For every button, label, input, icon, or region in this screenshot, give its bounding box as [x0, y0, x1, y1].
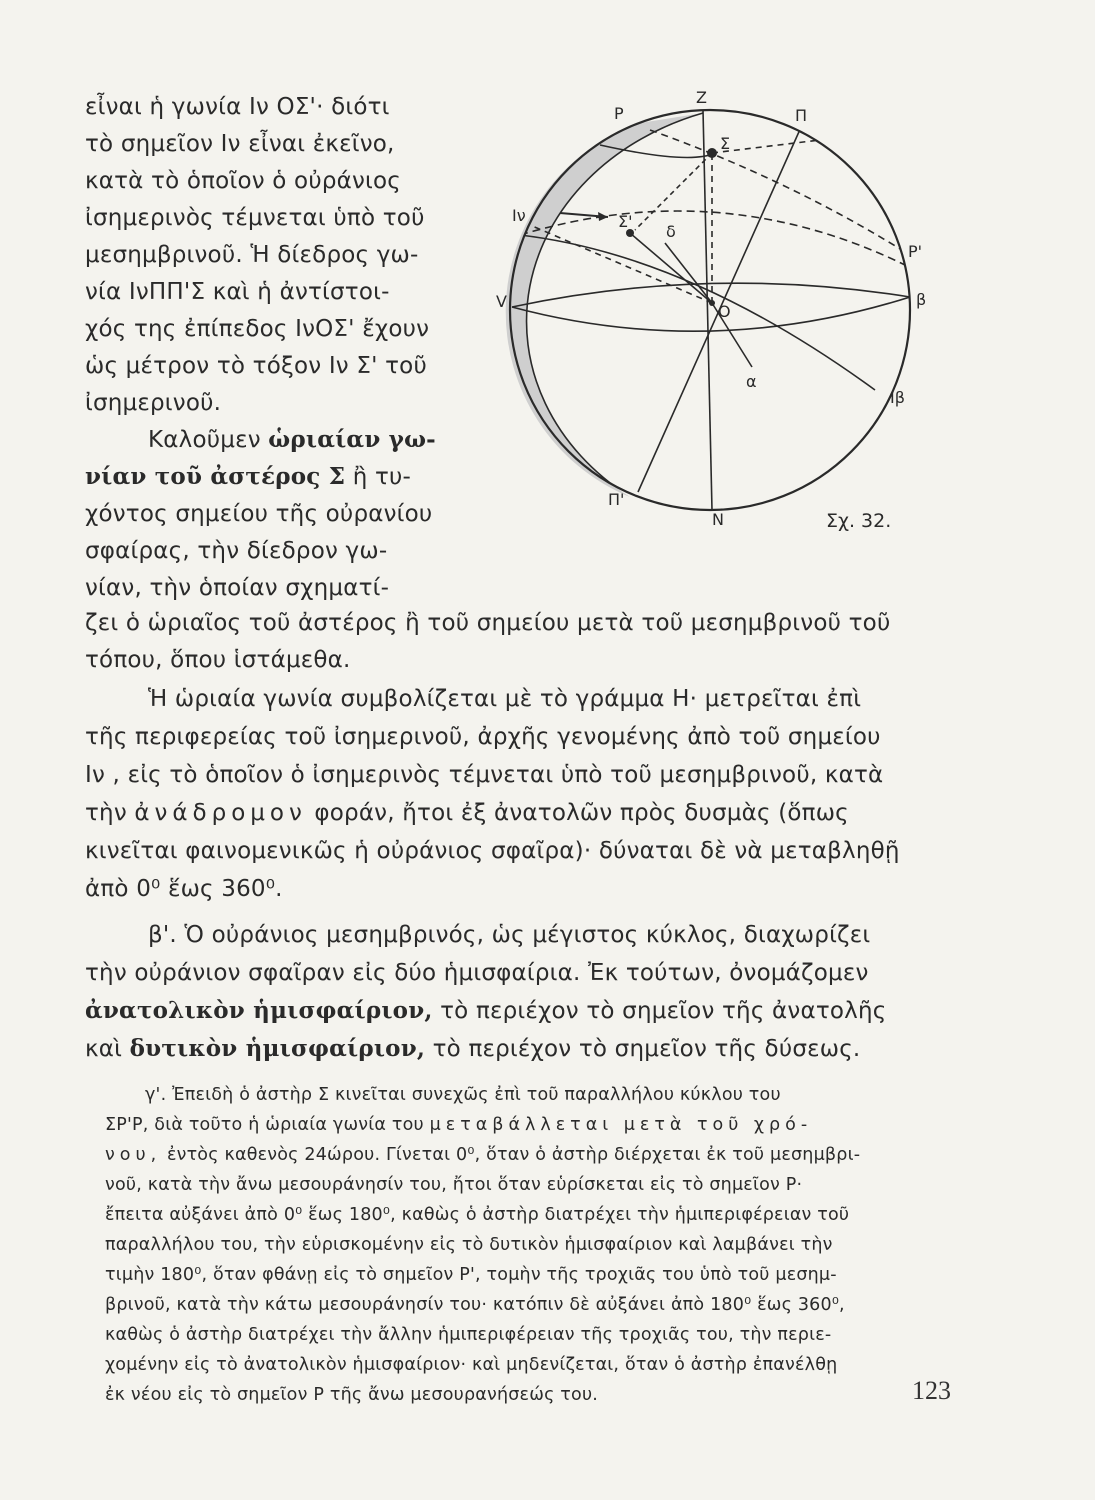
para-h-line-1: Ἡ ὡριαία γωνία συμβολίζεται μὲ τὸ γράμμα Η· μετρεῖται ἐπὶ	[148, 686, 862, 712]
intro-line-1: εἶναι ἡ γωνία Iν ΟΣ'· διότι	[85, 94, 390, 120]
label-beta: β	[916, 290, 927, 309]
para-h-line-2: τῆς περιφερείας τοῦ ἰσημερινοῦ, ἀρχῆς γενομένης ἀπὸ τοῦ σημείου	[85, 724, 881, 750]
para-g-line-3-post: ἐντὸς καθενὸς 24ώρου. Γίνεται 0⁰, ὅταν ὁ ἀστὴρ διέρχεται ἐκ τοῦ μεσημβρι-	[166, 1145, 861, 1165]
para-h-line-6: ἀπὸ 0⁰ ἕως 360⁰.	[85, 876, 283, 902]
label-nadir: N	[712, 510, 724, 525]
definition-line-3: χόντος σημείου τῆς οὐρανίου	[85, 501, 433, 527]
west-hemisphere-term: δυτικὸν ἡμισφαίριον,	[129, 1035, 426, 1062]
figure-caption: Σχ. 32.	[826, 510, 892, 532]
label-v: V	[496, 292, 507, 311]
definition-pre: Καλοῦμεν	[148, 427, 261, 453]
para-h-line-4-pre: τὴν	[85, 800, 127, 826]
radius-o-sigma-prime	[630, 233, 712, 303]
radius-o-iv	[530, 225, 712, 303]
para-g-line-8: βρινοῦ, κατὰ τὴν κάτω μεσουράνησίν του· κατόπιν δὲ αὐξάνει ἀπὸ 180⁰ ἕως 360⁰,	[105, 1295, 845, 1315]
intro-line-5: μεσημβρινοῦ. Ἡ δίεδρος γω-	[85, 242, 419, 268]
arrow-head	[598, 212, 608, 221]
star-point	[707, 148, 717, 158]
celestial-sphere-figure	[490, 85, 960, 525]
para-g-line-4: νοῦ, κατὰ τὴν ἄνω μεσουράνησίν του, ἤτοι ὅταν εὑρίσκεται εἰς τὸ σημεῖον Ρ·	[105, 1175, 803, 1195]
para-b-line-4-pre: καὶ	[85, 1036, 123, 1062]
label-iv: Iν	[512, 206, 526, 225]
para-h-line-5: κινεῖται φαινομενικῶς ἡ οὐράνιος σφαῖρα)· δύναται δὲ νὰ μεταβληθῇ	[85, 838, 900, 864]
label-sigma: Σ	[720, 134, 731, 153]
definition-line-7: τόπου, ὅπου ἱστάμεθα.	[85, 647, 351, 673]
shaded-crescent	[506, 113, 703, 497]
label-delta: δ	[666, 222, 676, 241]
intro-line-4: ἰσημερινὸς τέμνεται ὑπὸ τοῦ	[85, 205, 425, 231]
para-h-line-3: Iν , εἰς τὸ ὁποῖον ὁ ἰσημερινὸς τέμνεται ὑπὸ τοῦ μεσημβρινοῦ, κατὰ	[85, 762, 884, 788]
definition-line-2	[85, 462, 411, 492]
para-g-line-2-pre: ΣΡ'Ρ, διὰ τοῦτο ἡ ὡριαία γωνία του	[105, 1115, 424, 1135]
para-h-spaced-word: ἀνάδρομον	[134, 800, 307, 826]
radius-o-delta	[665, 243, 712, 303]
para-b-line-3	[85, 996, 886, 1026]
para-b-line-3-post: τὸ περιέχον τὸ σημεῖον τῆς ἀνατολῆς	[440, 998, 887, 1024]
definition-line-1	[148, 425, 436, 455]
para-g-line-2	[105, 1112, 812, 1138]
label-ib: Iβ	[890, 388, 905, 407]
sigma-to-sigma-prime	[635, 153, 712, 230]
intro-line-9: ἰσημερινοῦ.	[85, 390, 222, 416]
label-p-prime: Ρ'	[908, 242, 923, 261]
para-g-line-6: παραλλήλου του, τὴν εὑρισκομένην εἰς τὸ δυτικὸν ἡμισφαίριον καὶ λαμβάνει τὴν	[105, 1235, 833, 1255]
para-g-line-10: χομένην εἰς τὸ ἀνατολικὸν ἡμισφαίριον· καὶ μηδενίζεται, ὅταν ὁ ἀστὴρ ἐπανέλθῃ	[105, 1355, 838, 1375]
para-b-line-1: β'. Ὁ οὐράνιος μεσημβρινός, ὡς μέγιστος κύκλος, διαχωρίζει	[148, 922, 871, 948]
para-g-line-1: γ'. Ἐπειδὴ ὁ ἀστὴρ Σ κινεῖται συνεχῶς ἐπὶ τοῦ παραλλήλου κύκλου του	[145, 1085, 781, 1105]
zenith-nadir-line	[703, 110, 712, 510]
center-point	[709, 300, 715, 306]
label-o: Ο	[718, 302, 731, 321]
intro-line-6: νία IνΠΠ'Σ καὶ ἡ ἀντίστοι-	[85, 279, 390, 305]
label-alpha: α	[746, 372, 757, 391]
para-b-line-4	[85, 1034, 860, 1064]
definition-term: ὡριαίαν γω-	[268, 426, 436, 453]
definition-term-cont: νίαν τοῦ ἀστέρος Σ	[85, 463, 346, 490]
para-g-line-7: τιμὴν 180⁰, ὅταν φθάνῃ εἰς τὸ σημεῖον Ρ', τομὴν τῆς τροχιᾶς του ὑπὸ τοῦ μεσημ-	[105, 1265, 837, 1285]
para-g-line-3	[105, 1142, 860, 1168]
definition-post: ἢ τυ-	[352, 464, 412, 490]
para-g-line-5: ἔπειτα αὐξάνει ἀπὸ 0⁰ ἕως 180⁰, καθὼς ὁ ἀστὴρ διατρέχει τὴν ἡμιπεριφέρειαν τοῦ	[105, 1205, 850, 1225]
label-sigma-prime: Σ'	[618, 212, 633, 231]
para-g-spaced-phrase: μεταβάλλεται μετὰ τοῦ χρό-	[429, 1115, 813, 1135]
para-g-line-11: ἐκ νέου εἰς τὸ σημεῖον Ρ τῆς ἄνω μεσουρανήσεώς του.	[105, 1385, 599, 1405]
east-hemisphere-term: ἀνατολικὸν ἡμισφαίριον,	[85, 997, 433, 1024]
intro-line-8: ὡς μέτρον τὸ τόξον Iν Σ' τοῦ	[85, 353, 427, 379]
definition-line-5: νίαν, τὴν ὁποίαν σχηματί-	[85, 575, 390, 601]
label-pi-prime: Π'	[608, 490, 625, 509]
intro-line-3: κατὰ τὸ ὁποῖον ὁ οὐράνιος	[85, 168, 401, 194]
para-h-line-4	[85, 798, 849, 828]
definition-line-4: σφαίρας, τὴν δίεδρον γω-	[85, 538, 388, 564]
label-pi: Π	[795, 106, 808, 125]
para-g-line-9: καθὼς ὁ ἀστὴρ διατρέχει τὴν ἄλλην ἡμιπεριφέρειαν τῆς τροχιᾶς του, τὴν περιε-	[105, 1325, 832, 1345]
label-zenith: Z	[696, 88, 707, 107]
intro-line-2: τὸ σημεῖον Iν εἶναι ἐκεῖνο,	[85, 131, 395, 157]
para-h-line-4-post: φοράν, ἤτοι ἐξ ἀνατολῶν πρὸς δυσμὰς (ὅπως	[314, 800, 849, 826]
definition-line-6: ζει ὁ ὡριαῖος τοῦ ἀστέρος ἢ τοῦ σημείου μετὰ τοῦ μεσημβρινοῦ τοῦ	[85, 610, 891, 636]
para-g-spaced-word: νου,	[105, 1145, 162, 1165]
label-p: Ρ	[614, 104, 624, 123]
intro-line-7: χός της ἐπίπεδος IνΟΣ' ἔχουν	[85, 316, 430, 342]
page-number: 123	[912, 1376, 951, 1405]
para-b-line-4-post: τὸ περιέχον τὸ σημεῖον τῆς δύσεως.	[432, 1036, 861, 1062]
equator-line	[520, 235, 875, 390]
para-b-line-2: τὴν οὐράνιον σφαῖραν εἰς δύο ἡμισφαίρια. Ἐκ τούτων, ὀνομάζομεν	[85, 960, 869, 986]
